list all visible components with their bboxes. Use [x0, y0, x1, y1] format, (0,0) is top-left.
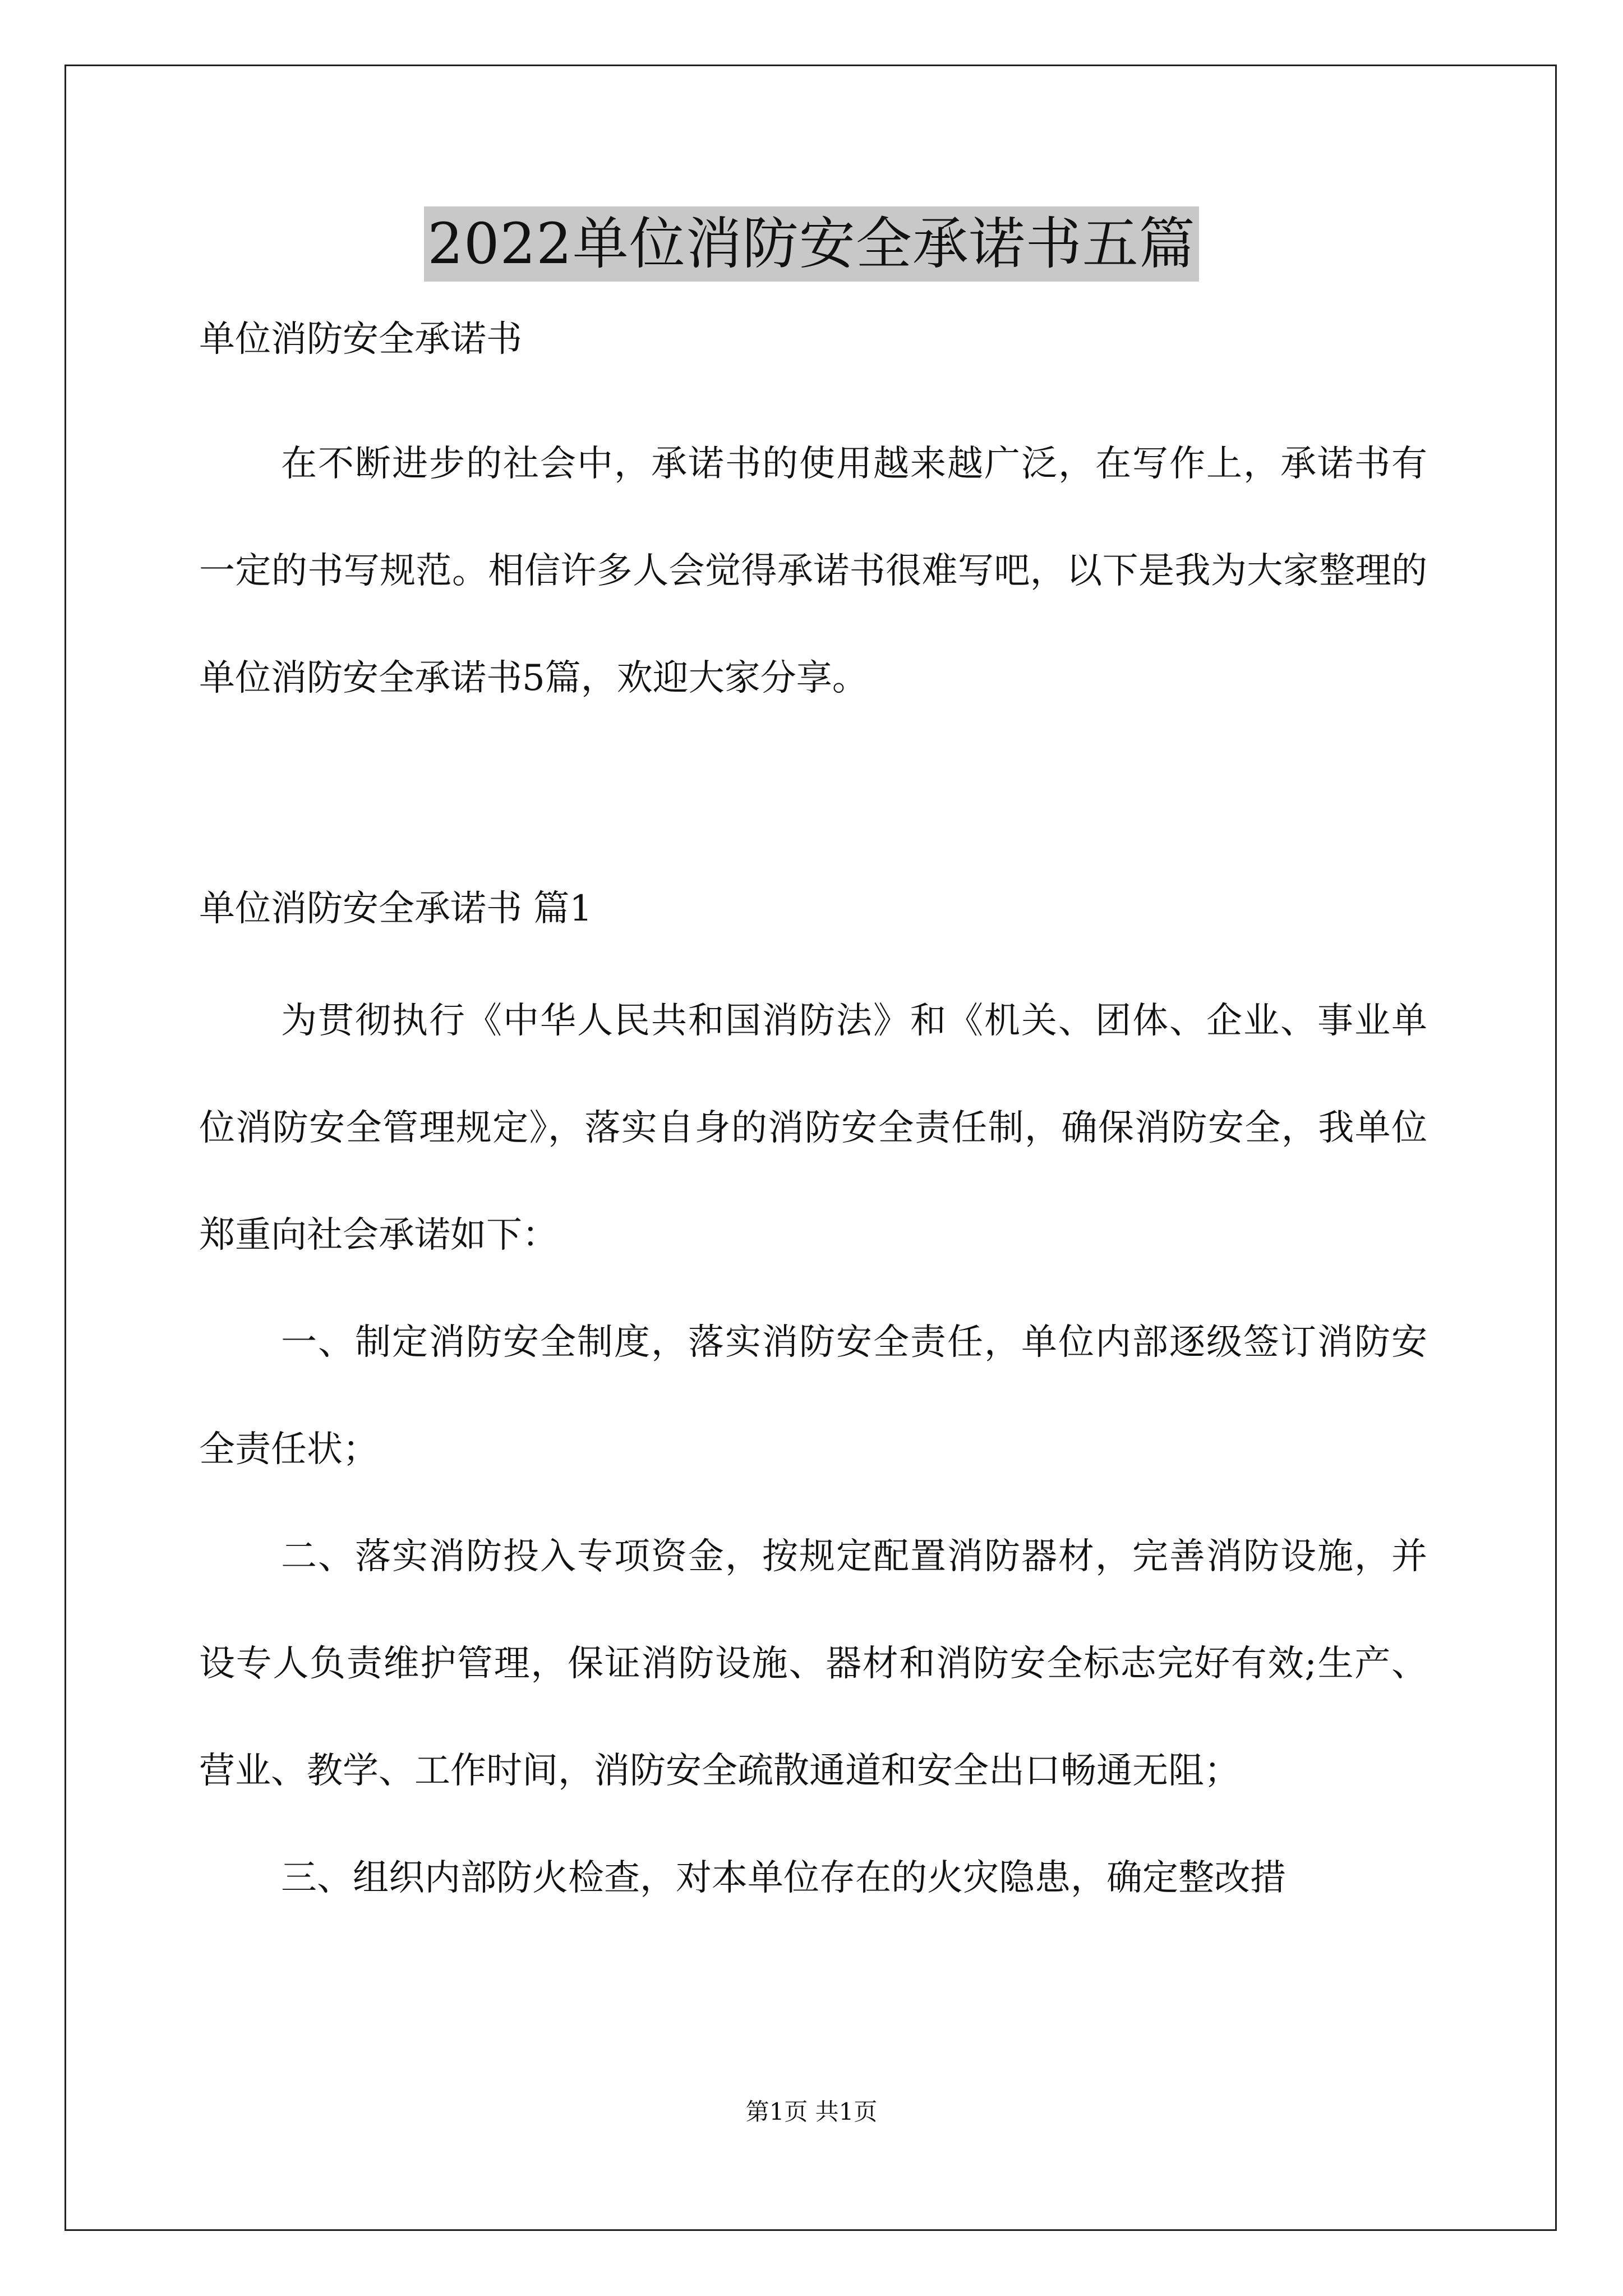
intro-heading: 单位消防安全承诺书 — [199, 319, 522, 360]
document-title: 2022单位消防安全承诺书五篇 — [424, 206, 1199, 282]
body-paragraph: 一、制定消防安全制度，落实消防安全责任，单位内部逐级签订消防安全责任状； — [199, 1322, 1427, 1470]
section-heading: 单位消防安全承诺书 篇1 — [199, 888, 593, 930]
body-paragraph: 二、落实消防投入专项资金，按规定配置消防器材，完善消防设施，并设专人负责维护管理，保证消防设施、器材和消防安全标志完好有效;生产、营业、教学、工作时间，消防安全疏散通道和安全出口畅通无阻； — [199, 1536, 1427, 1792]
intro-paragraph: 在不断进步的社会中，承诺书的使用越来越广泛，在写作上，承诺书有一定的书写规范。相信许多人会觉得承诺书很难写吧，以下是我为大家整理的单位消防安全承诺书5篇，欢迎大家分享。 — [199, 443, 1427, 699]
body-paragraph: 为贯彻执行《中华人民共和国消防法》和《机关、团体、企业、事业单位消防安全管理规定》，落实自身的消防安全责任制，确保消防安全，我单位郑重向社会承诺如下： — [199, 1000, 1427, 1256]
section-spacer — [199, 732, 1427, 884]
page-footer: 第1页 共1页 — [745, 2098, 878, 2125]
body-paragraph: 三、组织内部防火检查，对本单位存在的火灾隐患，确定整改措 — [281, 1857, 1286, 1899]
title-container — [0, 206, 1623, 282]
document-body — [199, 314, 1427, 1932]
